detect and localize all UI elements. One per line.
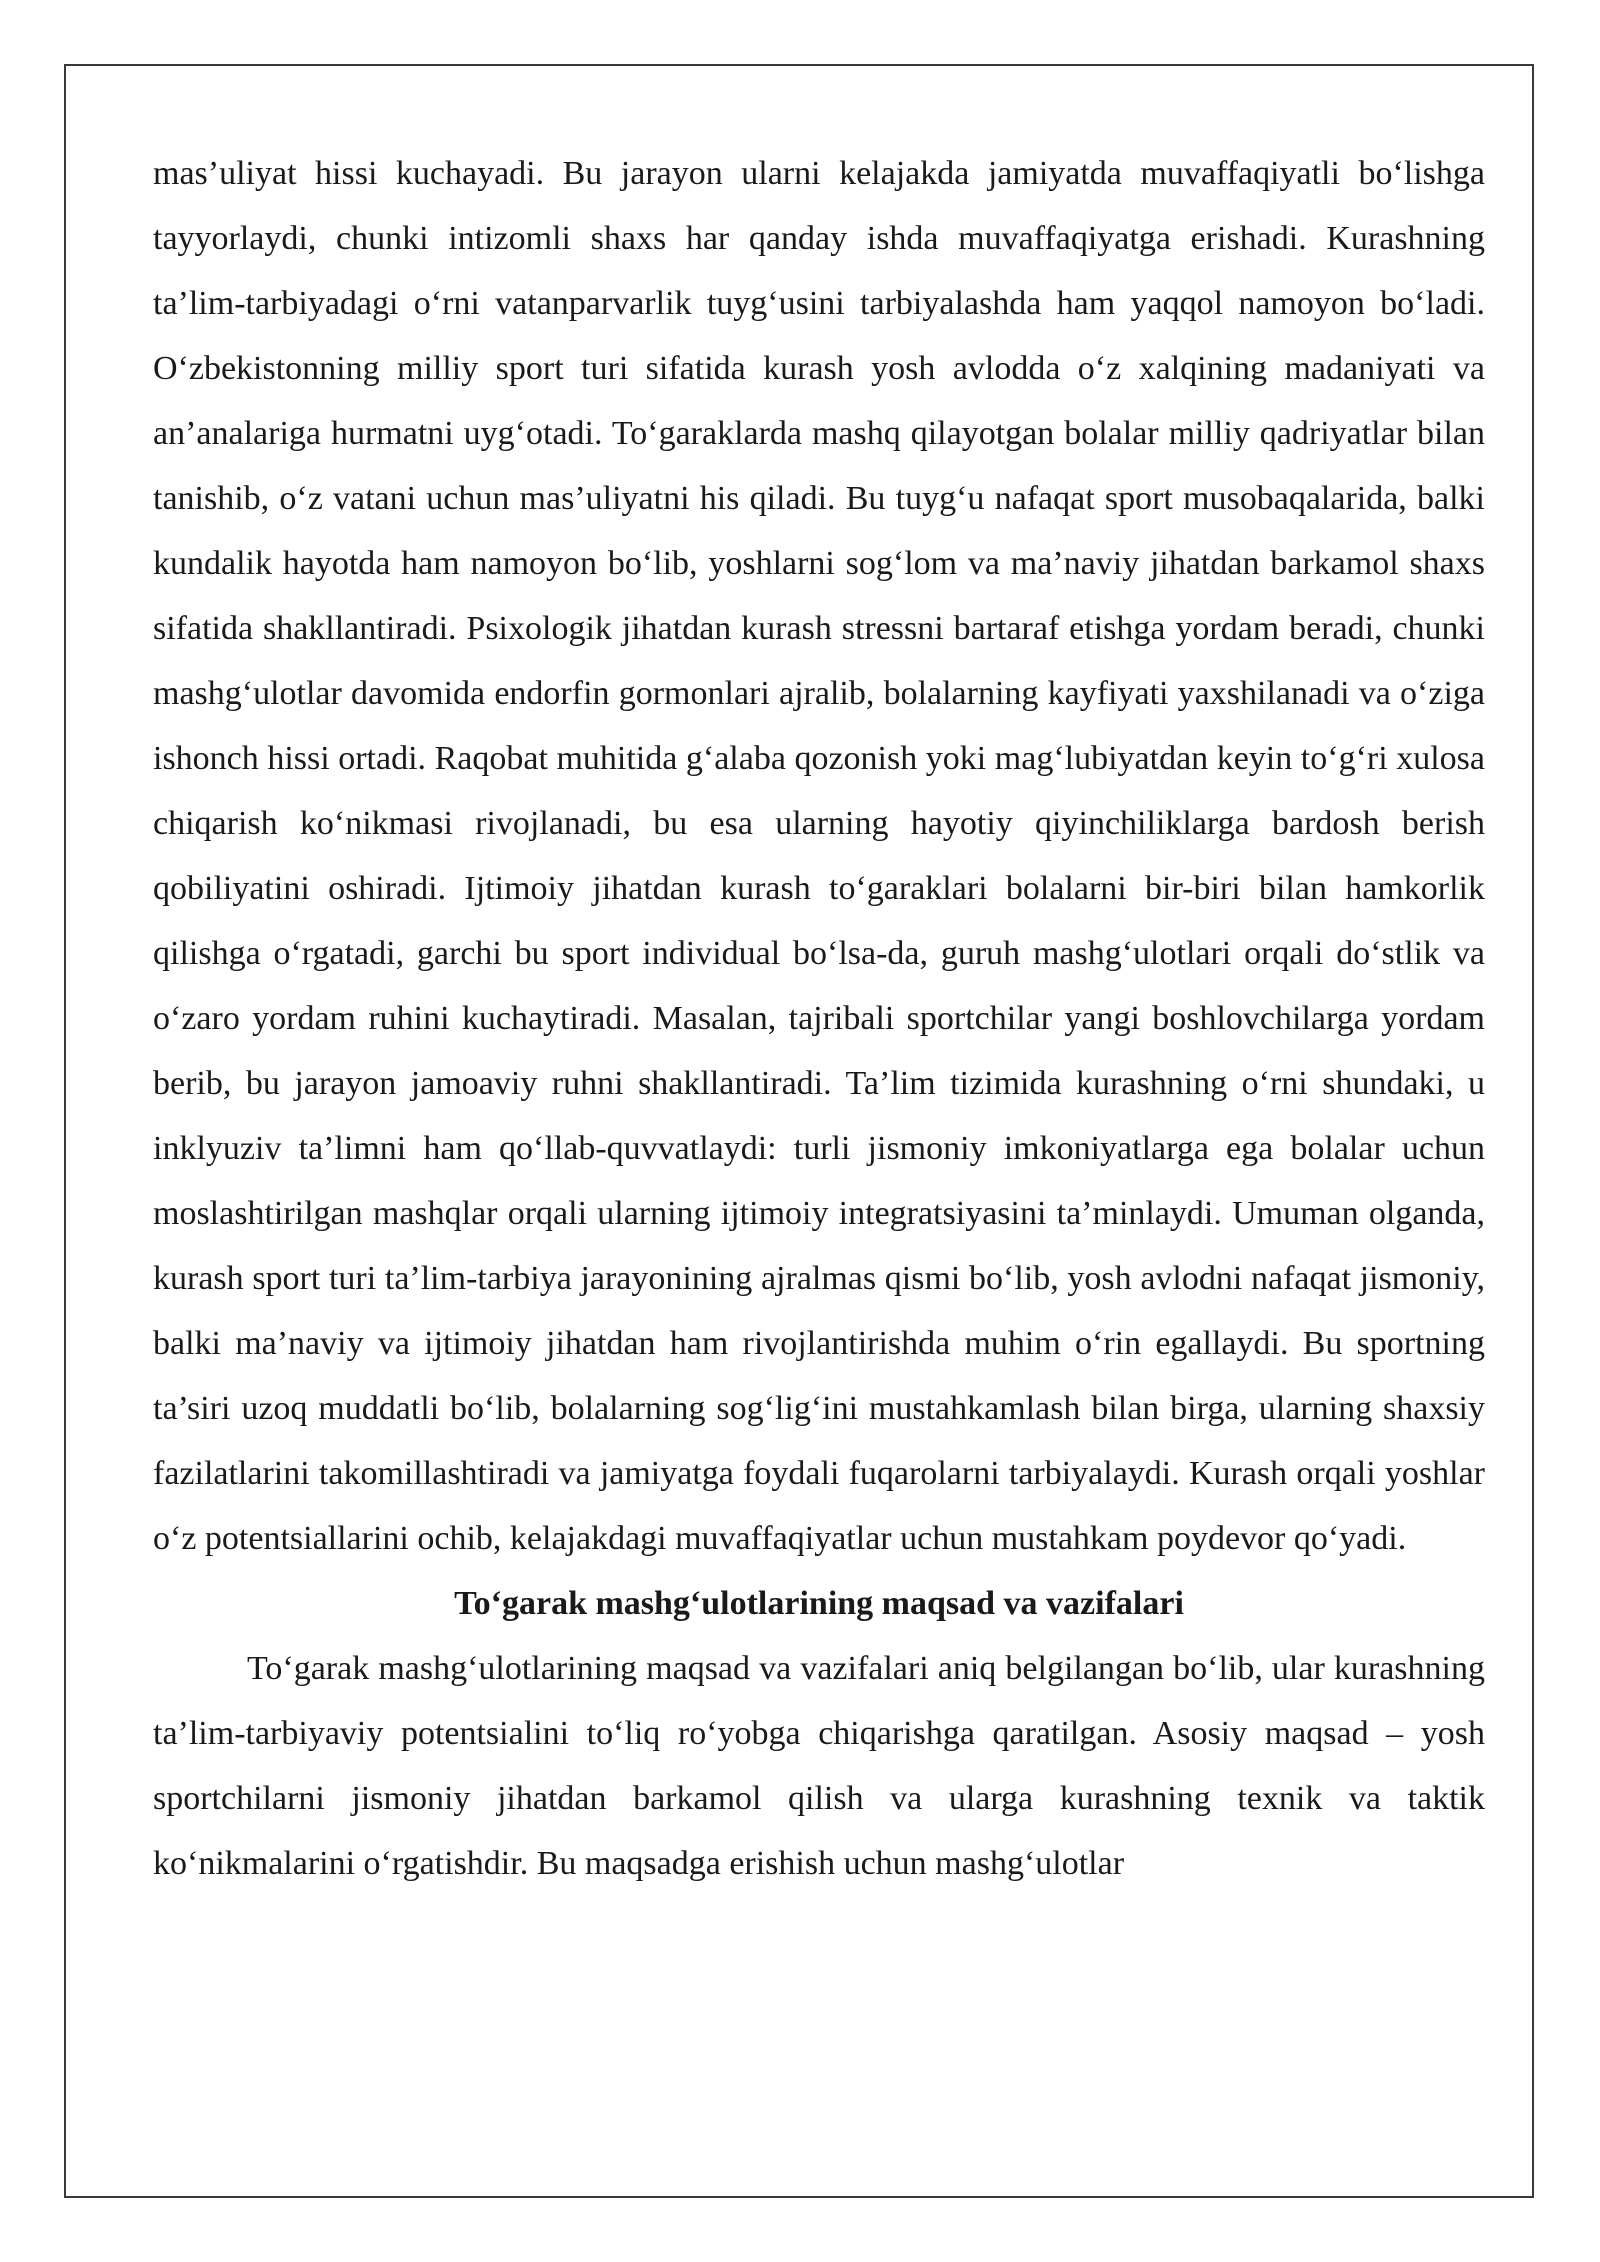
body-paragraph: To‘garak mashg‘ulotlarining maqsad va vazifalari aniq belgilangan bo‘lib, ular kurashning ta’lim-tarbiyaviy potentsialini to‘liq ro‘yobga chiqarishga qaratilgan. Asosiy maqsad – yosh sportchilarni jismoniy jihatdan barkamol qilish va ularga kurashning texnik va taktik ko‘nikmalarini o‘rgatishdir. Bu maqsadga erishish uchun mashg‘ulotlar [153, 1650, 1485, 1882]
body-paragraph: mas’uliyat hissi kuchayadi. Bu jarayon ularni kelajakda jamiyatda muvaffaqiyatli bo‘lishga tayyorlaydi, chunki intizomli shaxs har qanday ishda muvaffaqiyatga erishadi. Kurashning ta’lim-tarbiyadagi o‘rni vatanparvarlik tuyg‘usini tarbiyalashda ham yaqqol namoyon bo‘ladi. O‘zbekistonning milliy sport turi sifatida kurash yosh avlodda o‘z xalqining madaniyati va an’analariga hurmatni uyg‘otadi. To‘garaklarda mashq qilayotgan bolalar milliy qadriyatlar bilan tanishib, o‘z vatani uchun mas’uliyatni his qiladi. Bu tuyg‘u nafaqat sport musobaqalarida, balki kundalik hayotda ham namoyon bo‘lib, yoshlarni sog‘lom va ma’naviy jihatdan barkamol shaxs sifatida shakllantiradi. Psixologik jihatdan kurash stressni bartaraf etishga yordam beradi, chunki mashg‘ulotlar davomida endorfin gormonlari ajralib, bolalarning kayfiyati yaxshilanadi va o‘ziga ishonch hissi ortadi. Raqobat muhitida g‘alaba qozonish yoki mag‘lubiyatdan keyin to‘g‘ri xulosa chiqarish ko‘nikmasi rivojlanadi, bu esa ularning hayotiy qiyinchiliklarga bardosh berish qobiliyatini oshiradi. Ijtimoiy jihatdan kurash to‘garaklari bolalarni bir-biri bilan hamkorlik qilishga o‘rgatadi, garchi bu sport individual bo‘lsa-da, guruh mashg‘ulotlari orqali do‘stlik va o‘zaro yordam ruhini kuchaytiradi. Masalan, tajribali sportchilar yangi boshlovchilarga yordam berib, bu jarayon jamoaviy ruhni shakllantiradi. Ta’lim tizimida kurashning o‘rni shundaki, u inklyuziv ta’limni ham qo‘llab-quvvatlaydi: turli jismoniy imkoniyatlarga ega bolalar uchun moslashtirilgan mashqlar orqali ularning ijtimoiy integratsiyasini ta’minlaydi. Umuman olganda, kurash sport turi ta’lim-tarbiya jarayonining ajralmas qismi bo‘lib, yosh avlodni nafaqat jismoniy, balki ma’naviy va ijtimoiy jihatdan ham rivojlantirishda muhim o‘rin egallaydi. Bu sportning ta’siri uzoq muddatli bo‘lib, bolalarning sog‘lig‘ini mustahkamlash bilan birga, ularning shaxsiy fazilatlarini takomillashtiradi va jamiyatga foydali fuqarolarni tarbiyalaydi. Kurash orqali yoshlar o‘z potentsiallarini ochib, kelajakdagi muvaffaqiyatlar uchun mustahkam poydevor qo‘yadi. [153, 155, 1485, 1557]
document-body [153, 141, 1485, 1896]
section-heading: To‘garak mashg‘ulotlarining maqsad va vazifalari [454, 1585, 1184, 1622]
